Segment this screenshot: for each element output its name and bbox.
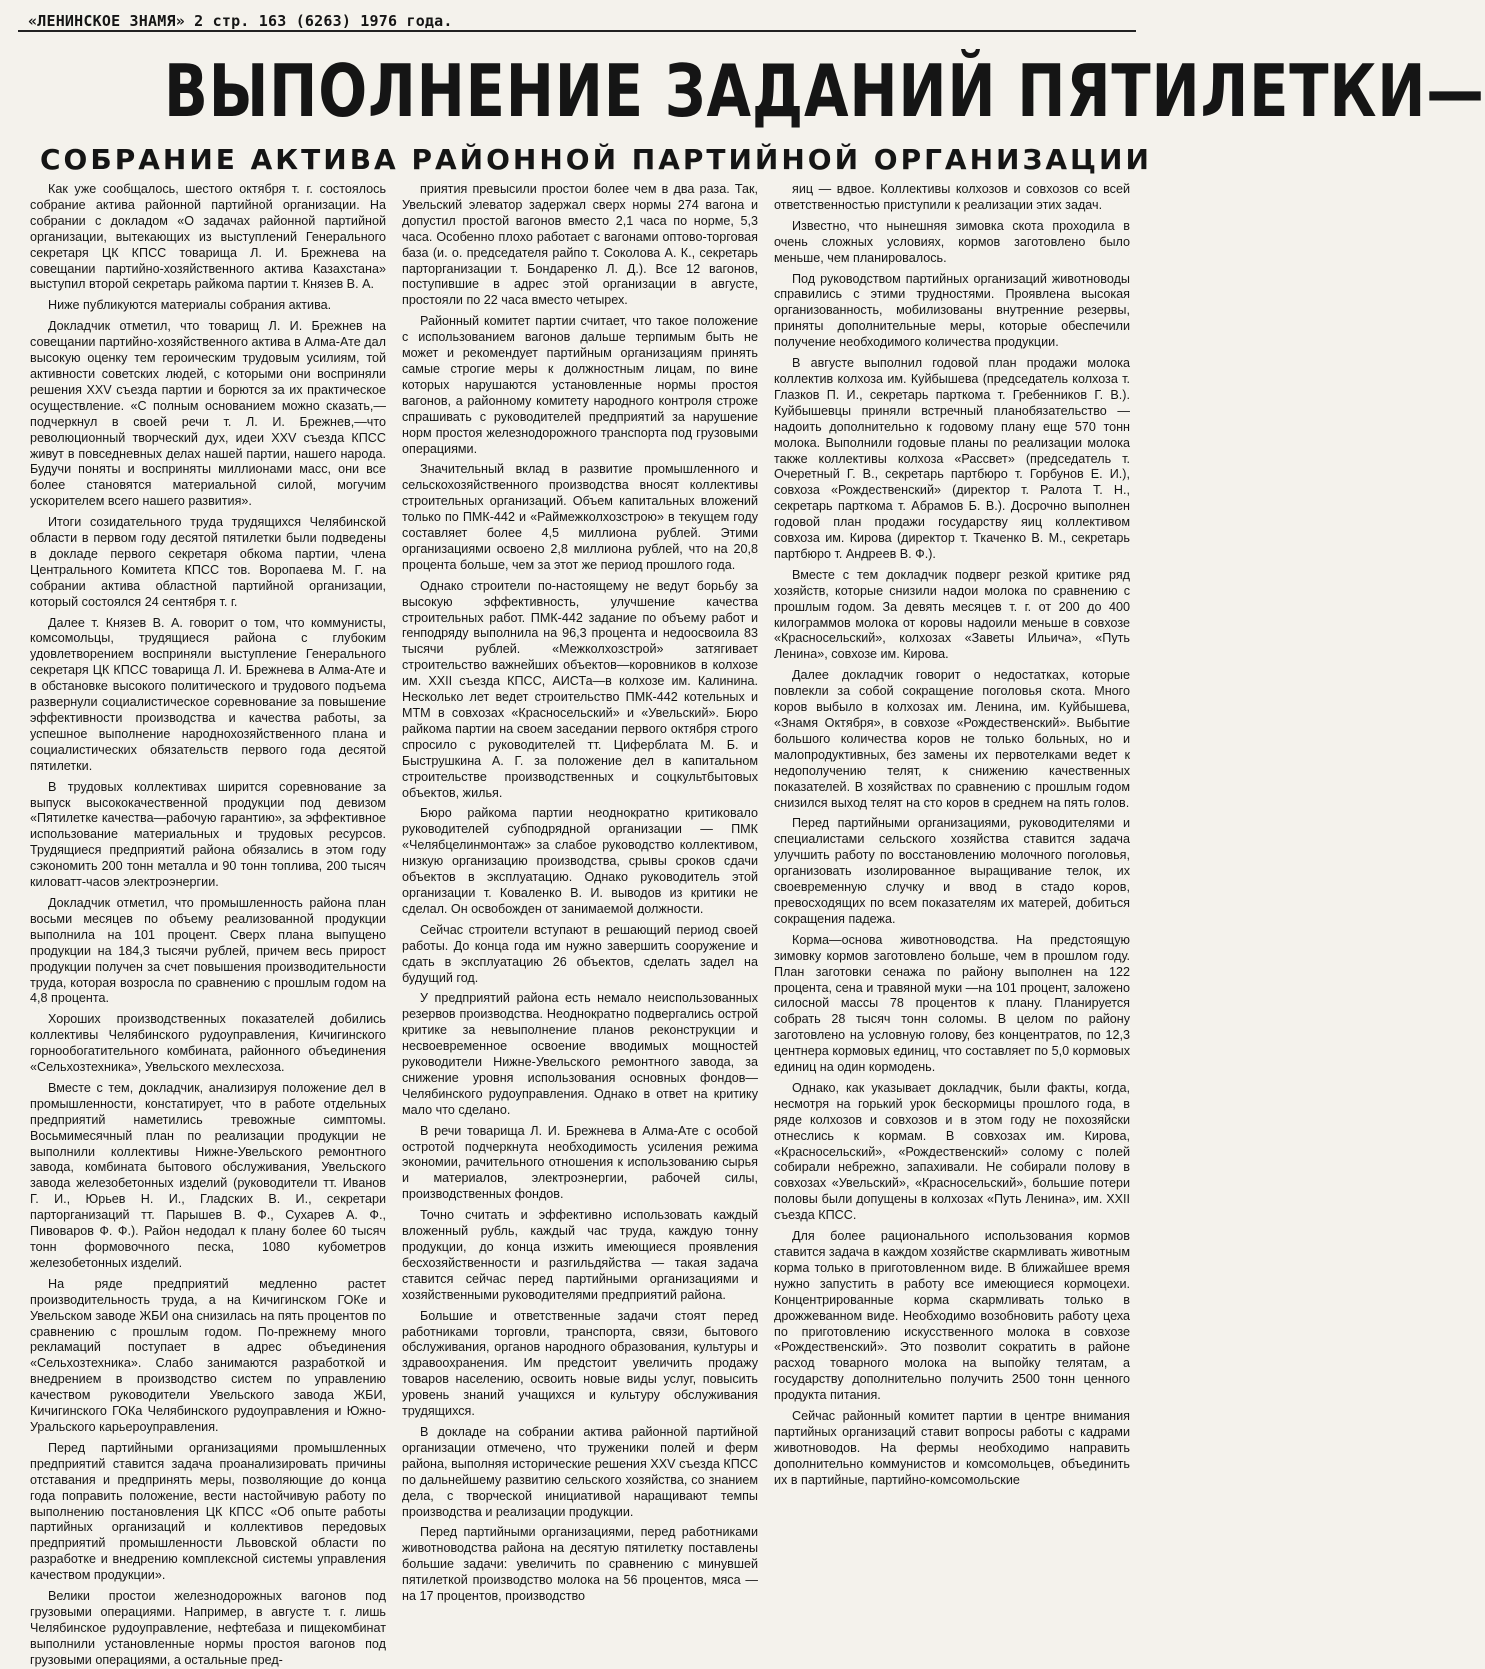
column-1 [30, 182, 386, 1667]
paragraph: Далее т. Князев В. А. говорит о том, что коммунисты, комсомольцы, трудящиеся района с глубоким удовлетворением восприняли выступление Генерального секретаря ЦК КПСС товарища Л. И. Брежнева в Алма-Ате и в обстановке высокого политического и трудового подъема развернули социалистическое соревнование за повышение эффективности производства и качества работы, за успешное выполнение народнохозяйственного плана и социалистических обязательств первого года десятой пятилетки. [30, 615, 386, 773]
paragraph: Для более рационального использования кормов ставится задача в каждом хозяйстве скармливать животным корма только в приготовленном виде. В ближайшее время нужно запустить в работу все имеющиеся кормоцехи. Концентрированные корма скармливать только в дрожжеванном виде. Необходимо возобновить работу цеха по приготовлению искусственного молока в совхозе «Рождественский». Это позволит сократить в районе расход товарного молока на выпойку телятам, а государству дополнительно получить 2500 тонн ценного продукта питания. [774, 1229, 1130, 1403]
paragraph: Велики простои железнодорожных вагонов под грузовыми операциями. Например, в августе т. г. лишь Челябинское рудоуправление, нефтебаза и пищекомбинат выполнили установленные нормы простоя вагонов под грузовыми операциями, а остальные пред- [30, 1589, 386, 1667]
paragraph: На ряде предприятий медленно растет производительность труда, а на Кичигинском ГОКе и Увельском заводе ЖБИ она снизилась на пять процентов по сравнению с прошлым годом. По-прежнему много рекламаций поступает в адрес объединения «Сельхозтехника». Слабо занимаются разработкой и внедрением в производство систем по управлению качеством руководители Увельского завода ЖБИ, Кичигинского ГОКа Челябинского рудоуправления и Южно-Уральского карьероуправления. [30, 1276, 386, 1434]
column-2 [402, 182, 758, 1642]
paragraph: Однако строители по-настоящему не ведут борьбу за высокую эффективность, улучшение качества строительных работ. ПМК-442 задание по объему работ и генподряду выполнила на 96,3 процента и недоосвоила 83 тысячи рублей. «Межколхозстрой» затягивает строительство важнейших объектов—коровников в колхозе им. XXII съезда КПСС, АИСТа—в колхозе им. Калинина. Несколько лет ведет строительство ПМК-442 котельных и МТМ в совхозах «Красносельский» и «Увельский». Бюро райкома партии на своем заседании первого октября строго спросило с руководителей тт. Циферблата М. Б. и Быструшкина А. Г. за положение дел в капитальном строительстве производственных и соцкультбытовых объектов, жилья. [402, 578, 758, 800]
paragraph: Сейчас районный комитет партии в центре внимания партийных организаций ставит вопросы работы с кадрами животноводов. На фермы необходимо направить дополнительно коммунистов и комсомольцев, объединить их в партийные, партийно-комсомольские [774, 1409, 1130, 1487]
paragraph: Районный комитет партии считает, что такое положение с использованием вагонов дальше терпимым быть не может и рекомендует партийным организациям принять самые строгие меры к должностным лицам, по вине которых нарушаются установленные нормы простоя вагонов, а районному комитету народного контроля строже спрашивать с руководителей предприятий за нарушение норм простоя железнодорожного транспорта под грузовыми операциями. [402, 314, 758, 456]
paragraph: Точно считать и эффективно использовать каждый вложенный рубль, каждый час труда, каждую тонну продукции, до конца изжить имеющиеся проявления бесхозяйственности и разгильдяйства — такая задача ставится сейчас перед партийными организациями и хозяйственными руководителями предприятий района. [402, 1208, 758, 1302]
paragraph: приятия превысили простои более чем в два раза. Так, Увельский элеватор задержал сверх нормы 274 вагона и допустил простой вагонов вместо 2,1 часа по норме, 5,3 часа. Особенно плохо работает с вагонами оптово-торговая база (и. о. председателя райпо т. Соколова А. К., секретарь парторганизации т. Бондаренко Л. Д.). Все 12 вагонов, поступившие в адрес этой организации в августе, простояли по 22 часа вместо четырех. [402, 182, 758, 308]
paragraph: яиц — вдвое. Коллективы колхозов и совхозов со всей ответственностью приступили к реализации этих задач. [774, 182, 1130, 212]
paragraph: Ниже публикуются материалы собрания актива. [48, 298, 332, 313]
paragraph: Докладчик отметил, что товарищ Л. И. Брежнев на совещании партийно-хозяйственного актива в Алма-Ате дал высокую оценку тем героическим трудовым усилиям, той активности советских людей, с которыми они восприняли решения XXV съезда партии и борются за их практическое осуществление. «С полным основанием можно сказать,—подчеркнул в своей речи т. Л. И. Брежнев,—что революционный творческий дух, идеи XXV съезда КПСС живут в повседневных делах нашей партии, нашего народа. Будучи поняты и восприняты миллионами масс, они все более становятся материальной силой, могучим ускорителем всего нашего развития». [30, 319, 386, 509]
paragraph: Перед партийными организациями, руководителями и специалистами сельского хозяйства ставится задача улучшить работу по восстановлению молочного поголовья, организовать изолированное выращивание телок, их своевременную случку и ввод в стадо коров, превосходящих по всем показателям их матерей, добиться сокращения падежа. [774, 816, 1130, 926]
paragraph: Вместе с тем, докладчик, анализируя положение дел в промышленности, констатирует, что в работе отдельных предприятий наметились тревожные симптомы. Восьмимесячный план по реализации продукции не выполнили коллективы Нижне-Увельского ремонтного завода, комбината бытового обслуживания, Увельского завода железобетонных изделий (руководители тт. Иванов Г. И., Юрьев Н. И., Гладских В. И., секретари парторганизаций тт. Парышев В. Ф., Сухарев А. Ф., Пивоваров Ф. Ф.). Район недодал к плану более 60 тысяч тонн формовочного песка, 1080 кубометров железобетонных изделий. [30, 1080, 386, 1270]
newspaper-header: «ЛЕНИНСКОЕ ЗНАМЯ» 2 стр. 163 (6263) 1976 года. [28, 12, 453, 30]
paragraph: Вместе с тем докладчик подверг резкой критике ряд хозяйств, которые снизили надои молока по сравнению с прошлым годом. За девять месяцев т. г. от 200 до 400 килограммов молока от коровы надоили меньше в совхозе «Красносельский», колхозах «Заветы Ильича», «Путь Ленина», совхозе им. Кирова. [774, 567, 1130, 662]
paragraph: Известно, что нынешняя зимовка скота проходила в очень сложных условиях, кормов заготовлено было меньше, чем планировалось. [774, 218, 1130, 265]
headline: ВЫПОЛНЕНИЕ ЗАДАНИЙ ПЯТИЛЕТКИ— [164, 49, 1485, 133]
paragraph: Докладчик отметил, что промышленность района план восьми месяцев по объему реализованной продукции выполнила на 101 процент. Сверх плана выпущено продукции на 184,3 тысячи рублей, причем весь прирост продукции получен за счет повышения производительности труда, которая возросла по сравнению с прошлым годом на 4,8 процента. [30, 895, 386, 1006]
paragraph: Бюро райкома партии неоднократно критиковало руководителей субподрядной организации — ПМК «Челябцелинмонтаж» за слабое руководство коллективом, низкую организацию производства, срывы сроков сдачи объектов в эксплуатацию. Однако руководитель этой организации т. Коваленко В. И. выводов из критики не сделал. Он освобожден от занимаемой должности. [402, 806, 758, 916]
paragraph: Перед партийными организациями промышленных предприятий ставится задача проанализировать причины отставания и предпринять меры, позволяющие до конца года поправить положение, вести настойчивую работу по выполнению постановления ЦК КПСС «Об опыте работы партийных организаций и коллективов передовых предприятий промышленности Львовской области по разработке и внедрению комплексной системы управления качеством продукции». [30, 1440, 386, 1583]
paragraph: В трудовых коллективах ширится соревнование за выпуск высококачественной продукции под девизом «Пятилетке качества—рабочую гарантию», за эффективное использование материальных и трудовых ресурсов. Трудящиеся предприятий района обязались в этом году сэкономить 200 тонн металла и 90 тонн топлива, 200 тысяч киловатт-часов электроэнергии. [30, 779, 386, 890]
paragraph: Как уже сообщалось, шестого октября т. г. состоялось собрание актива районной партийной организации. На собрании с докладом «О задачах районной партийной организации, вытекающих из выступлений Генерального секретаря ЦК КПСС товарища Л. И. Брежнева на совещании партийно-хозяйственного актива Казахстана» выступил второй секретарь райкома партии т. Князев В. А. [30, 182, 386, 292]
paragraph: Перед партийными организациями, перед работниками животноводства района на десятую пятилетку поставлены большие задачи: увеличить по сравнению с минувшей пятилеткой производство молока на 56 процентов, мяса — на 17 процентов, производство [402, 1525, 758, 1604]
column-3 [774, 182, 1130, 1642]
paragraph: Под руководством партийных организаций животноводы справились с этими трудностями. Проявлена высокая организованность, мобилизованы внутренние резервы, приняты дополнительные меры, которые обеспечили получение необходимого количества продукции. [774, 271, 1130, 350]
paragraph: В августе выполнил годовой план продажи молока коллектив колхоза им. Куйбышева (председатель колхоза т. Глазков П. И., секретарь парткома т. Гребенников Г. В.). Куйбышевцы приняли встречный планобязательство — надоить дополнительно к годовому плану еще 570 тонн молока. Выполнили годовые планы по реализации молока также коллективы колхоза «Рассвет» (председатель т. Очеретный Г. В., секретарь партбюро т. Горбунов Е. И.), совхоза «Рождественский» (директор т. Ралота Т. Н., секретарь парткома т. Абрамов Б. В.). Досрочно выполнен годовой план продажи государству яиц коллективом совхоза им. Кирова (директор т. Ткаченко В. М., секретарь партбюро т. Андреев В. Ф.). [774, 356, 1130, 561]
paragraph: Однако, как указывает докладчик, были факты, когда, несмотря на горький урок бескормицы прошлого года, в ряде колхозов и совхозов и в этом году не похозяйски отнеслись к кормам. В совхозах им. Кирова, «Красносельский», «Рождественский» солому с полей собирали небрежно, запахивали. Не собирали полову в совхозах «Увельский», «Красносельский», большие потери половы были допущены в колхозах «Путь Ленина», им. XXII съезда КПСС. [774, 1080, 1130, 1223]
paragraph: В докладе на собрании актива районной партийной организации отмечено, что труженики полей и ферм района, выполняя исторические решения XXV съезда КПСС по дальнейшему развитию сельского хозяйства, со знанием дела, с творческой инициативой наращивают темпы производства и реализации продукции. [402, 1424, 758, 1519]
subheadline: СОБРАНИЕ АКТИВА РАЙОННОЙ ПАРТИЙНОЙ ОРГАНИЗАЦИИ [40, 143, 1152, 176]
paragraph: Корма—основа животноводства. На предстоящую зимовку кормов заготовлено больше, чем в прошлом году. План заготовки сенажа по району выполнен на 122 процента, сена и травяной муки —на 101 процент, заложено силосной массы 78 процентов к плану. Планируется собрать 28 тысяч тонн соломы. В целом по району заготовлено на условную голову, без концентратов, по 12,3 центнера кормовых единиц, что составляет по 5,0 кормовых единиц на один кормодень. [774, 932, 1130, 1075]
paragraph: Большие и ответственные задачи стоят перед работниками торговли, транспорта, связи, бытового обслуживания, органов народного образования, культуры и здравоохранения. Им предстоит увеличить продажу товаров населению, освоить новые виды услуг, повысить уровень знаний учащихся и культуру обслуживания трудящихся. [402, 1308, 758, 1419]
paragraph: В речи товарища Л. И. Брежнева в Алма-Ате с особой остротой подчеркнута необходимость усиления режима экономии, рачительного отношения к использованию сырья и материалов, электроэнергии, рабочей силы, производственных фондов. [402, 1123, 758, 1202]
paragraph: Хороших производственных показателей добились коллективы Челябинского рудоуправления, Кичигинского горнообогатительного комбината, районного объединения «Сельхозтехника», Увельского мехлесхоза. [30, 1012, 386, 1075]
paragraph: Далее докладчик говорит о недостатках, которые повлекли за собой сокращение поголовья скота. Много коров выбыло в колхозах им. Ленина, им. Куйбышева, «Знамя Октября», в совхозе «Рождественский». Выбытие большого количества коров не только больных, но и малопродуктивных, без замены их первотелками ведет к недополучению телят, к снижению качественных показателей. В хозяйствах по сравнению с прошлым годом снизился выход телят на сто коров в среднем на пять голов. [774, 668, 1130, 810]
paragraph: Итоги созидательного труда трудящихся Челябинской области в первом году десятой пятилетки были подведены в докладе первого секретаря обкома партии, члена Центрального Комитета КПСС тов. Воропаева М. Г. на собрании актива областной партийной организации, который состоялся 24 сентября т. г. [30, 515, 386, 609]
paragraph: У предприятий района есть немало неиспользованных резервов производства. Неоднократно подвергались острой критике за невыполнение планов реконструкции и несвоевременное освоение вводимых мощностей руководители Нижне-Увельского ремонтного завода, за снижение уровня использования основных фондов— Челябинского рудоуправления. Однако в ответ на критику мало что сделано. [402, 991, 758, 1117]
paragraph: Сейчас строители вступают в решающий период своей работы. До конца года им нужно завершить сооружение и сдать в эксплуатацию 26 объектов, сделать задел на будущий год. [402, 922, 758, 985]
paragraph: Значительный вклад в развитие промышленного и сельскохозяйственного производства вносят коллективы строительных организаций. Объем капитальных вложений только по ПМК-442 и «Раймежколхозстрою» в текущем году составляет более 4,5 миллиона рублей. Этими организациями освоено 2,8 миллиона рублей, что на 20,8 процента больше, чем за этот же период прошлого года. [402, 462, 758, 572]
article-body [30, 182, 1132, 1667]
